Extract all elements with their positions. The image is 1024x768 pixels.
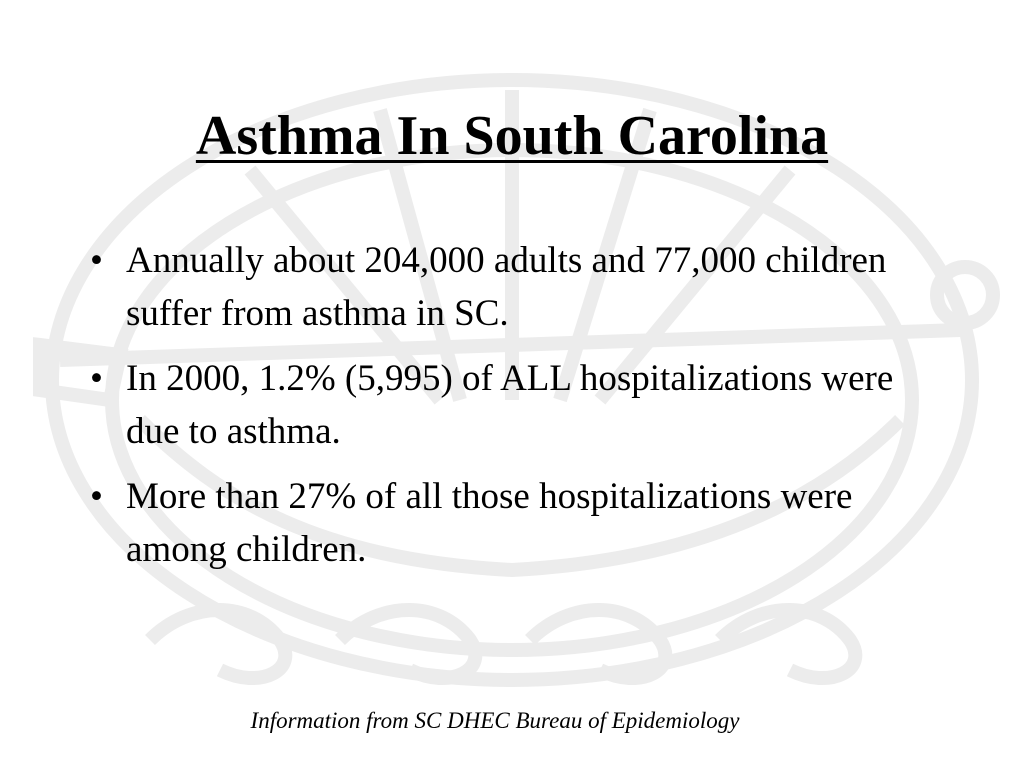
- bullet-list: [90, 234, 950, 588]
- source-footer: Information from SC DHEC Bureau of Epidemiology: [250, 708, 740, 733]
- bullet-item: [90, 470, 950, 576]
- bullet-item: [90, 352, 950, 458]
- slide-title: Asthma In South Carolina: [195, 105, 829, 167]
- bullet-dot-icon: •: [90, 358, 103, 399]
- bullet-item: [90, 234, 950, 340]
- bullet-text: In 2000, 1.2% (5,995) of ALL hospitalizations were due to asthma.: [126, 358, 894, 452]
- bullet-text: More than 27% of all those hospitalizations were among children.: [126, 476, 853, 570]
- bullet-dot-icon: •: [90, 240, 103, 281]
- bullet-dot-icon: •: [90, 476, 103, 517]
- bullet-text: Annually about 204,000 adults and 77,000 children suffer from asthma in SC.: [126, 240, 887, 334]
